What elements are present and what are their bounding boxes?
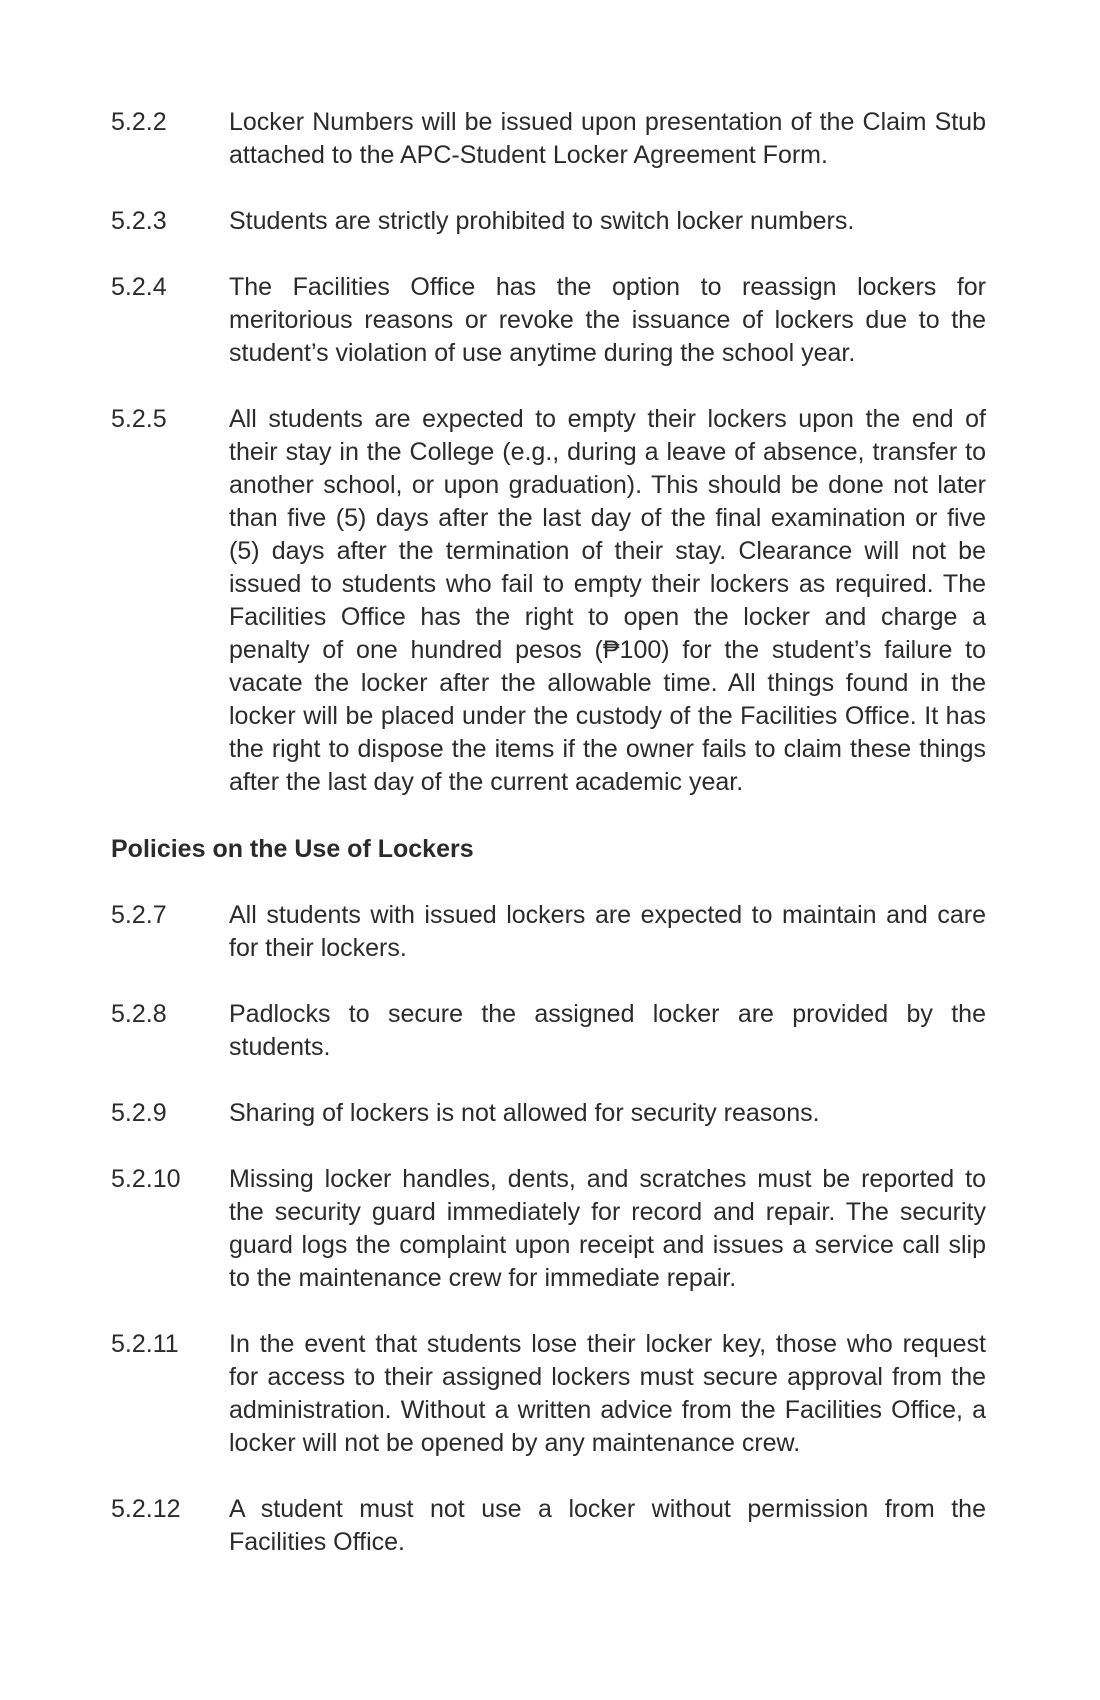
list-item bbox=[111, 106, 986, 172]
item-number: 5.2.3 bbox=[111, 207, 167, 235]
item-text: Students are strictly prohibited to switch locker numbers. bbox=[229, 207, 855, 235]
list-item bbox=[111, 1163, 986, 1295]
item-number: 5.2.8 bbox=[111, 1000, 167, 1028]
item-text: All students are expected to empty their lockers upon the end of their stay in the College (e.g., during a leave of absence, transfer to another school, or upon graduation). This should be done not later than five (5) days after the last day of the final examination or five (5) days after the termination of their stay. Clearance will not be issued to students who fail to empty their lockers as required. The Facilities Office has the right to open the locker and charge a penalty of one hundred pesos (₱100) for the student’s failure to vacate the locker after the allowable time. All things found in the locker will be placed under the custody of the Facilities Office. It has the right to dispose the items if the owner fails to claim these things after the last day of the current academic year. bbox=[229, 405, 986, 796]
item-number: 5.2.5 bbox=[111, 405, 167, 433]
item-text: Sharing of lockers is not allowed for security reasons. bbox=[229, 1099, 820, 1127]
item-text: Padlocks to secure the assigned locker are provided by the students. bbox=[229, 1000, 986, 1061]
list-item bbox=[111, 403, 986, 799]
item-number: 5.2.11 bbox=[111, 1330, 179, 1358]
list-item bbox=[111, 998, 986, 1064]
item-number: 5.2.7 bbox=[111, 901, 167, 929]
item-number: 5.2.4 bbox=[111, 273, 167, 301]
item-text: A student must not use a locker without permission from the Facilities Office. bbox=[229, 1495, 986, 1556]
item-text: Missing locker handles, dents, and scratches must be reported to the security guard immediately for record and repair. The security guard logs the complaint upon receipt and issues a service call slip to the maintenance crew for immediate repair. bbox=[229, 1165, 986, 1292]
list-item bbox=[111, 205, 986, 238]
section-heading: Policies on the Use of Lockers bbox=[111, 835, 474, 863]
item-text: Locker Numbers will be issued upon presentation of the Claim Stub attached to the APC-Student Locker Agreement Form. bbox=[229, 108, 986, 169]
list-item bbox=[111, 1328, 986, 1460]
list-item bbox=[111, 271, 986, 370]
list-item bbox=[111, 899, 986, 965]
item-number: 5.2.10 bbox=[111, 1165, 181, 1193]
item-text: The Facilities Office has the option to reassign lockers for meritorious reasons or revoke the issuance of lockers due to the student’s violation of use anytime during the school year. bbox=[229, 273, 986, 367]
item-number: 5.2.9 bbox=[111, 1099, 167, 1127]
item-text: In the event that students lose their locker key, those who request for access to their assigned lockers must secure approval from the administration. Without a written advice from the Facilities Office, a locker will not be opened by any maintenance crew. bbox=[229, 1330, 986, 1457]
list-item bbox=[111, 1493, 986, 1559]
item-number: 5.2.2 bbox=[111, 108, 167, 136]
list-item bbox=[111, 1097, 986, 1130]
item-number: 5.2.12 bbox=[111, 1495, 181, 1523]
item-text: All students with issued lockers are expected to maintain and care for their lockers. bbox=[229, 901, 986, 962]
